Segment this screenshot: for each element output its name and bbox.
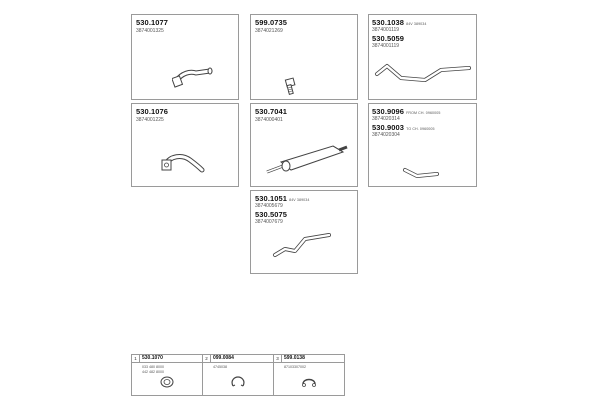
accessory-item[interactable] bbox=[274, 355, 344, 395]
accessory-header bbox=[132, 355, 202, 363]
part-card-530-7041[interactable] bbox=[250, 103, 358, 187]
accessory-ref-line: 442 482 8000 bbox=[142, 370, 164, 374]
muffler-icon bbox=[263, 142, 349, 178]
rear-pipe-icon bbox=[271, 229, 337, 259]
part-code: 530.7041 bbox=[255, 107, 288, 116]
part-code: 530.1077 bbox=[136, 18, 169, 27]
part-reference: 3874000401 bbox=[255, 117, 283, 123]
accessory-code: 599.0138 bbox=[284, 355, 305, 361]
accessory-ref-line: 4745038 bbox=[213, 365, 227, 369]
part-reference-alt: 3874001119 bbox=[372, 43, 400, 49]
part-code-alt: 530.5059 bbox=[372, 34, 405, 43]
bent-pipe-flange-icon bbox=[160, 148, 206, 178]
accessory-item[interactable] bbox=[132, 355, 203, 395]
clamp-bolt-icon bbox=[283, 77, 297, 97]
part-card-530-1038[interactable] bbox=[368, 14, 477, 100]
part-reference-alt: 3874020304 bbox=[372, 132, 400, 138]
long-pipe-icon bbox=[373, 60, 473, 86]
part-code: 530.1076 bbox=[136, 107, 169, 116]
bent-pipe-flange-icon bbox=[172, 63, 214, 89]
part-card-530-1076[interactable] bbox=[131, 103, 239, 187]
accessory-index: 1 bbox=[132, 355, 140, 362]
accessories-strip bbox=[131, 354, 345, 396]
part-reference-alt: 3874007679 bbox=[255, 219, 283, 225]
accessory-header bbox=[274, 355, 344, 363]
part-reference: 3874020314 bbox=[372, 116, 400, 122]
part-reference: 3874005679 bbox=[255, 203, 283, 209]
part-card-530-1077[interactable] bbox=[131, 14, 239, 100]
part-card-530-9096[interactable] bbox=[368, 103, 477, 187]
clamp-ring-icon bbox=[230, 375, 246, 393]
gasket-icon bbox=[160, 375, 174, 393]
part-code-alt: 530.5075 bbox=[255, 210, 288, 219]
part-code: 599.0735 bbox=[255, 18, 288, 27]
accessory-ref-line: 033 480 8000 bbox=[142, 365, 164, 369]
hanger-rubber-icon bbox=[301, 375, 317, 393]
part-code-alt: 530.9003 TO CH. 0960005 bbox=[372, 123, 435, 132]
accessory-header bbox=[203, 355, 273, 363]
accessory-index: 3 bbox=[274, 355, 282, 362]
accessory-item[interactable] bbox=[203, 355, 274, 395]
accessory-ref-line: 87103307002 bbox=[284, 365, 306, 369]
part-code: 530.1038 84V 389034 bbox=[372, 18, 427, 27]
part-reference: 3874021269 bbox=[255, 28, 283, 34]
part-reference: 3874001325 bbox=[136, 28, 164, 34]
part-card-599-0735[interactable] bbox=[250, 14, 358, 100]
part-code: 530.9096 FROM CH. 0960005 bbox=[372, 107, 441, 116]
part-reference: 3874001119 bbox=[372, 27, 400, 33]
part-card-530-1051[interactable] bbox=[250, 190, 358, 274]
part-reference: 3874001225 bbox=[136, 117, 164, 123]
part-code: 530.1051 84V 389034 bbox=[255, 194, 310, 203]
accessory-code: 530.1070 bbox=[142, 355, 163, 361]
accessory-code: 099.0084 bbox=[213, 355, 234, 361]
short-pipe-icon bbox=[401, 164, 441, 182]
accessory-index: 2 bbox=[203, 355, 211, 362]
